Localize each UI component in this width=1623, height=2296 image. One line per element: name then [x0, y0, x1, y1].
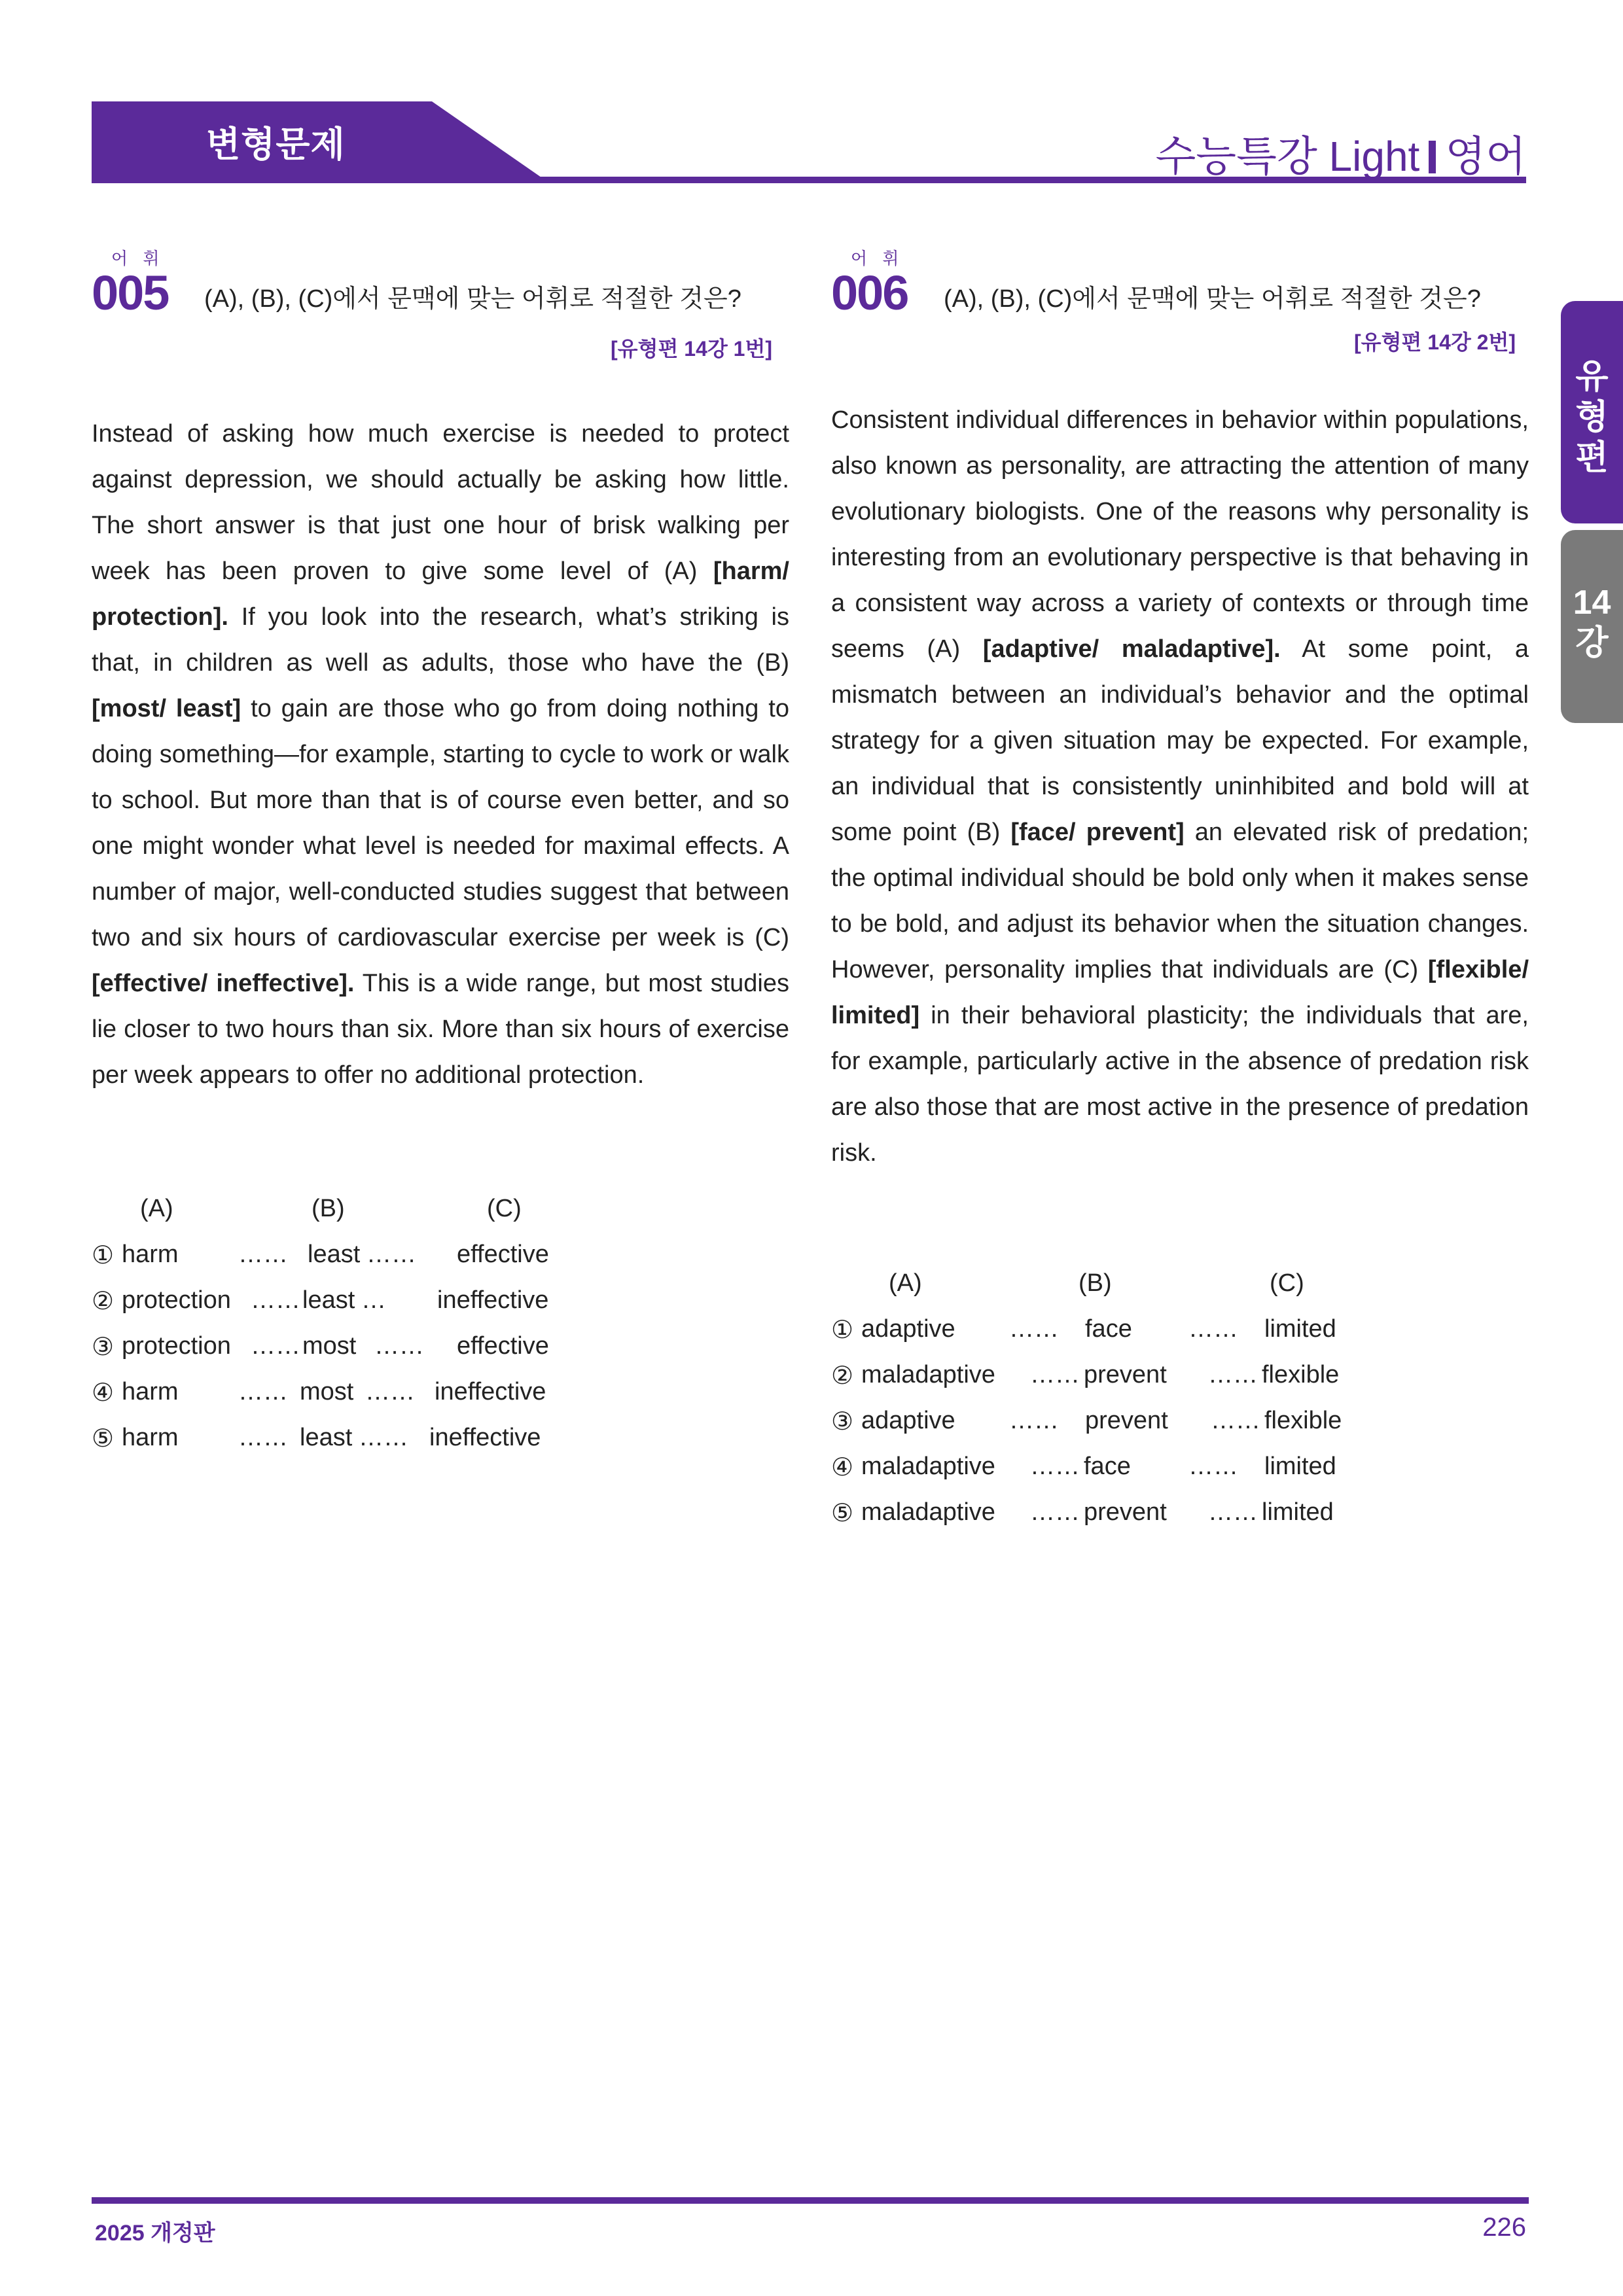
passage-text: If you look into the research, what’s striking is that, in children as well as adults, those who have the (B): [92, 603, 789, 677]
choice-number: ④: [92, 1379, 115, 1407]
choice-c: flexible: [1262, 1361, 1340, 1388]
choice-b: face: [1085, 1315, 1132, 1343]
choice-dots: ……: [1030, 1453, 1080, 1480]
choice-number: ②: [92, 1288, 115, 1315]
choice-c: effective: [457, 1241, 549, 1268]
choice-header: [92, 1195, 589, 1241]
choice-c: ineffective: [437, 1286, 549, 1314]
choice-dots: ……: [1208, 1498, 1258, 1526]
choice-dots: ……: [359, 1424, 408, 1451]
header-tab-label: 변형문제: [206, 125, 346, 164]
question-source: [유형편 14강 1번]: [611, 337, 773, 361]
choice-dots: ……: [374, 1332, 424, 1360]
side-tab-char: 14: [1573, 584, 1611, 622]
blank-a: [harm/ protection].: [92, 557, 789, 631]
choice-b: least: [308, 1241, 361, 1268]
passage: [92, 411, 789, 1098]
choice-b: least: [302, 1286, 355, 1314]
brand-divider: [1429, 141, 1436, 173]
choice-header-c: (C): [1270, 1269, 1304, 1297]
choice-dots: ……: [1009, 1315, 1059, 1343]
question-tag: 어 휘: [111, 249, 165, 268]
page-number: 226: [1482, 2213, 1526, 2242]
choice-a: adaptive: [861, 1315, 955, 1343]
choice-dots: ……: [251, 1332, 300, 1360]
choice-a: maladaptive: [861, 1453, 995, 1480]
choice-a: harm: [122, 1241, 179, 1268]
choice-a: protection: [122, 1286, 231, 1314]
choice-option[interactable]: [831, 1453, 1394, 1498]
choice-dots: ……: [1208, 1361, 1258, 1388]
question-prompt: (A), (B), (C)에서 문맥에 맞는 어휘로 적절한 것은?: [204, 285, 741, 313]
choice-a: maladaptive: [861, 1361, 995, 1388]
choice-option[interactable]: [831, 1361, 1394, 1407]
choice-dots: ……: [238, 1424, 288, 1451]
choice-dots: ……: [1030, 1498, 1080, 1526]
choice-list: [831, 1269, 1394, 1544]
choice-number: ④: [831, 1454, 854, 1481]
choice-option[interactable]: [831, 1407, 1394, 1453]
side-tab-char: 형: [1575, 398, 1609, 436]
choice-option[interactable]: [92, 1332, 589, 1378]
choice-c: ineffective: [435, 1378, 546, 1405]
passage-text: This is a wide range, but most studies lie closer to two hours than six. More than six hours of exercise per week appears to offer no additional protection.: [92, 970, 789, 1089]
question-number: 006: [831, 266, 908, 320]
choice-c: ineffective: [429, 1424, 541, 1451]
choice-a: protection: [122, 1332, 231, 1360]
choice-option[interactable]: [92, 1241, 589, 1286]
blank-c: [flexible/ limited]: [831, 956, 1529, 1029]
choice-b: prevent: [1084, 1498, 1167, 1526]
passage-text: At some point, a mismatch between an individual’s behavior and the optimal strategy for a given situation may be expected. For example, an individual that is consistently uninhibited and bold will at some point (B): [831, 635, 1529, 846]
question-source: [유형편 14강 2번]: [1354, 330, 1516, 354]
choice-option[interactable]: [92, 1378, 589, 1424]
choice-c: limited: [1262, 1498, 1334, 1526]
choice-b: face: [1084, 1453, 1131, 1480]
choice-dots: ……: [1188, 1453, 1238, 1480]
header-brand-left: 수능특강 Light: [1155, 133, 1420, 180]
passage-text: Consistent individual differences in behavior within populations, also known as personality, are attracting the attention of many evolutionary biologists. One of the reasons why personality is interesting from an evolutionary perspective is that behaving in a consistent way across a variety of contexts or through time seems (A): [831, 406, 1529, 663]
header-brand: [1155, 123, 1526, 183]
choice-dots: ……: [251, 1286, 300, 1314]
side-tab-char: 강: [1575, 624, 1609, 662]
choice-dots: ……: [366, 1241, 416, 1268]
choice-c: flexible: [1264, 1407, 1342, 1434]
choice-dots: ……: [238, 1241, 288, 1268]
choice-b: prevent: [1085, 1407, 1168, 1434]
choice-option[interactable]: [831, 1498, 1394, 1544]
blank-b: [most/ least]: [92, 695, 241, 722]
choice-number: ②: [831, 1362, 854, 1390]
choice-dots: ……: [1188, 1315, 1238, 1343]
choice-option[interactable]: [92, 1286, 589, 1332]
choice-b: most: [300, 1378, 354, 1405]
choice-c: limited: [1264, 1453, 1336, 1480]
passage: [831, 397, 1529, 1176]
blank-c: [effective/ ineffective].: [92, 970, 355, 997]
footer-edition: 2025 개정판: [95, 2221, 215, 2246]
choice-dots: ……: [1009, 1407, 1059, 1434]
choice-number: ①: [831, 1316, 854, 1344]
side-tab-type[interactable]: [1561, 301, 1623, 523]
choice-dots: ……: [1211, 1407, 1260, 1434]
side-tab-char: 유: [1575, 358, 1609, 396]
choice-dots: ……: [365, 1378, 415, 1405]
side-tab-lesson[interactable]: [1561, 530, 1623, 723]
choice-a: harm: [122, 1424, 179, 1451]
choice-list: [92, 1195, 589, 1470]
blank-a: [adaptive/ maladaptive].: [982, 635, 1281, 663]
passage-text: an elevated risk of predation; the optimal individual should be bold only when it makes sense to be bold, and adjust its behavior when the situation changes. However, personality implies that individuals are (C): [831, 819, 1529, 983]
choice-a: adaptive: [861, 1407, 955, 1434]
choice-header-b: (B): [1079, 1269, 1112, 1297]
choice-dots: ……: [238, 1378, 288, 1405]
choice-b: least: [300, 1424, 353, 1451]
choice-b: prevent: [1084, 1361, 1167, 1388]
side-tab-char: 편: [1575, 439, 1609, 477]
choice-number: ③: [92, 1333, 115, 1361]
choice-option[interactable]: [831, 1315, 1394, 1361]
choice-number: ③: [831, 1408, 854, 1436]
question-prompt: (A), (B), (C)에서 문맥에 맞는 어휘로 적절한 것은?: [944, 285, 1481, 313]
blank-b: [face/ prevent]: [1010, 819, 1185, 846]
choice-header: [831, 1269, 1394, 1315]
choice-header-a: (A): [889, 1269, 922, 1297]
choice-header-c: (C): [487, 1195, 522, 1222]
choice-a: harm: [122, 1378, 179, 1405]
question-tag: 어 휘: [851, 249, 904, 268]
side-tab-type-label: [1561, 301, 1623, 478]
choice-option[interactable]: [92, 1424, 589, 1470]
question-number: 005: [92, 266, 169, 320]
header-brand-right: 영어: [1445, 133, 1526, 180]
side-tab-lesson-label: [1561, 530, 1623, 663]
choice-number: ①: [92, 1242, 115, 1269]
choice-c: limited: [1264, 1315, 1336, 1343]
footer-rule: [92, 2197, 1529, 2204]
passage-text: to gain are those who go from doing nothing to doing something—for example, starting to cycle to work or walk to school. But more than that is of course even better, and so one might wonder what level is needed for maximal effects. A number of major, well-conducted studies suggest that between two and six hours of cardiovascular exercise per week is (C): [92, 695, 790, 951]
choice-number: ⑤: [92, 1425, 115, 1453]
choice-header-a: (A): [140, 1195, 173, 1222]
choice-c: effective: [457, 1332, 549, 1360]
choice-number: ⑤: [831, 1500, 854, 1527]
choice-dots: …: [361, 1286, 386, 1314]
passage-text: Instead of asking how much exercise is needed to protect against depression, we should actually be asking how little. The short answer is that just one hour of brisk walking per week has been proven to give some level of (A): [92, 420, 789, 585]
choice-dots: ……: [1030, 1361, 1080, 1388]
passage-text: in their behavioral plasticity; the individuals that are, for example, particularly active in the absence of predation risk are also those that are most active in the presence of predation risk.: [831, 1002, 1529, 1167]
choice-header-b: (B): [312, 1195, 345, 1222]
choice-a: maladaptive: [861, 1498, 995, 1526]
choice-b: most: [302, 1332, 357, 1360]
